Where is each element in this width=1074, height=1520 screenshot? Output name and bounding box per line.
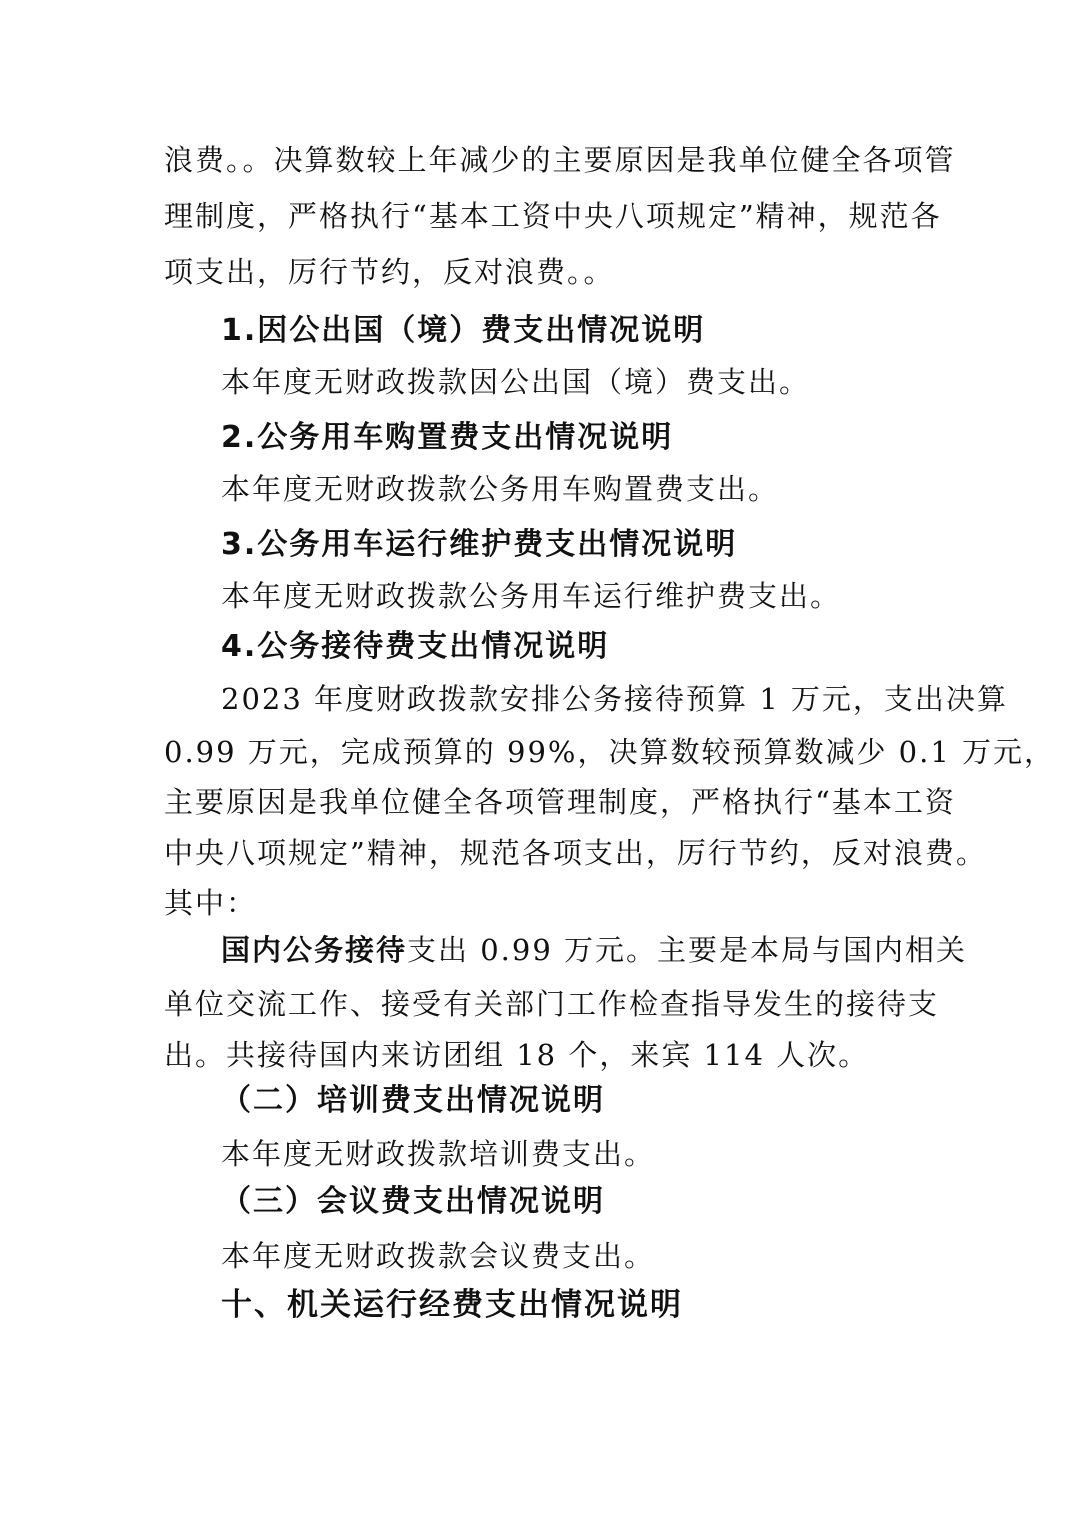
paragraph-line: 浪费。。决算数较上年减少的主要原因是我单位健全各项管: [164, 143, 956, 177]
section-text-2: 本年度无财政拨款公务用车购置费支出。: [221, 472, 780, 506]
section-text-5: 本年度无财政拨款培训费支出。: [221, 1137, 656, 1171]
section-text-6: 本年度无财政拨款会议费支出。: [221, 1239, 656, 1273]
section-heading-6: （三）会议费支出情况说明: [221, 1184, 605, 1219]
paragraph-line: 理制度，严格执行“基本工资中央八项规定”精神，规范各: [164, 199, 942, 233]
paragraph-line: 项支出，厉行节约，反对浪费。。: [164, 255, 615, 289]
paragraph-line: 2023 年度财政拨款安排公务接待预算 1 万元，支出决算: [221, 682, 1008, 716]
paragraph-line: 出。共接待国内来访团组 18 个，来宾 114 人次。: [164, 1038, 870, 1072]
paragraph-line: [221, 930, 968, 970]
paragraph-line: 其中：: [164, 886, 258, 920]
section-heading-3: 3.公务用车运行维护费支出情况说明: [221, 527, 738, 562]
paragraph-line: 主要原因是我单位健全各项管理制度，严格执行“基本工资: [164, 785, 956, 819]
section-text-1: 本年度无财政拨款因公出国（境）费支出。: [221, 365, 811, 399]
paragraph-text: 支出 0.99 万元。主要是本局与国内相关: [407, 933, 968, 967]
paragraph-line: 单位交流工作、接受有关部门工作检查指导发生的接待支: [164, 987, 940, 1021]
section-text-3: 本年度无财政拨款公务用车运行维护费支出。: [221, 579, 842, 613]
paragraph-line: 中央八项规定”精神，规范各项支出，厉行节约，反对浪费。: [164, 836, 987, 870]
emphasized-term: 国内公务接待: [221, 933, 408, 967]
section-heading-4: 4.公务接待费支出情况说明: [221, 629, 610, 664]
section-heading-1: 1.因公出国（境）费支出情况说明: [221, 313, 706, 348]
section-heading-7: 十、机关运行经费支出情况说明: [221, 1287, 683, 1323]
section-heading-2: 2.公务用车购置费支出情况说明: [221, 420, 674, 455]
section-heading-5: （二）培训费支出情况说明: [221, 1083, 605, 1118]
paragraph-line: 0.99 万元，完成预算的 99%，决算数较预算数减少 0.1 万元，: [164, 735, 1056, 769]
